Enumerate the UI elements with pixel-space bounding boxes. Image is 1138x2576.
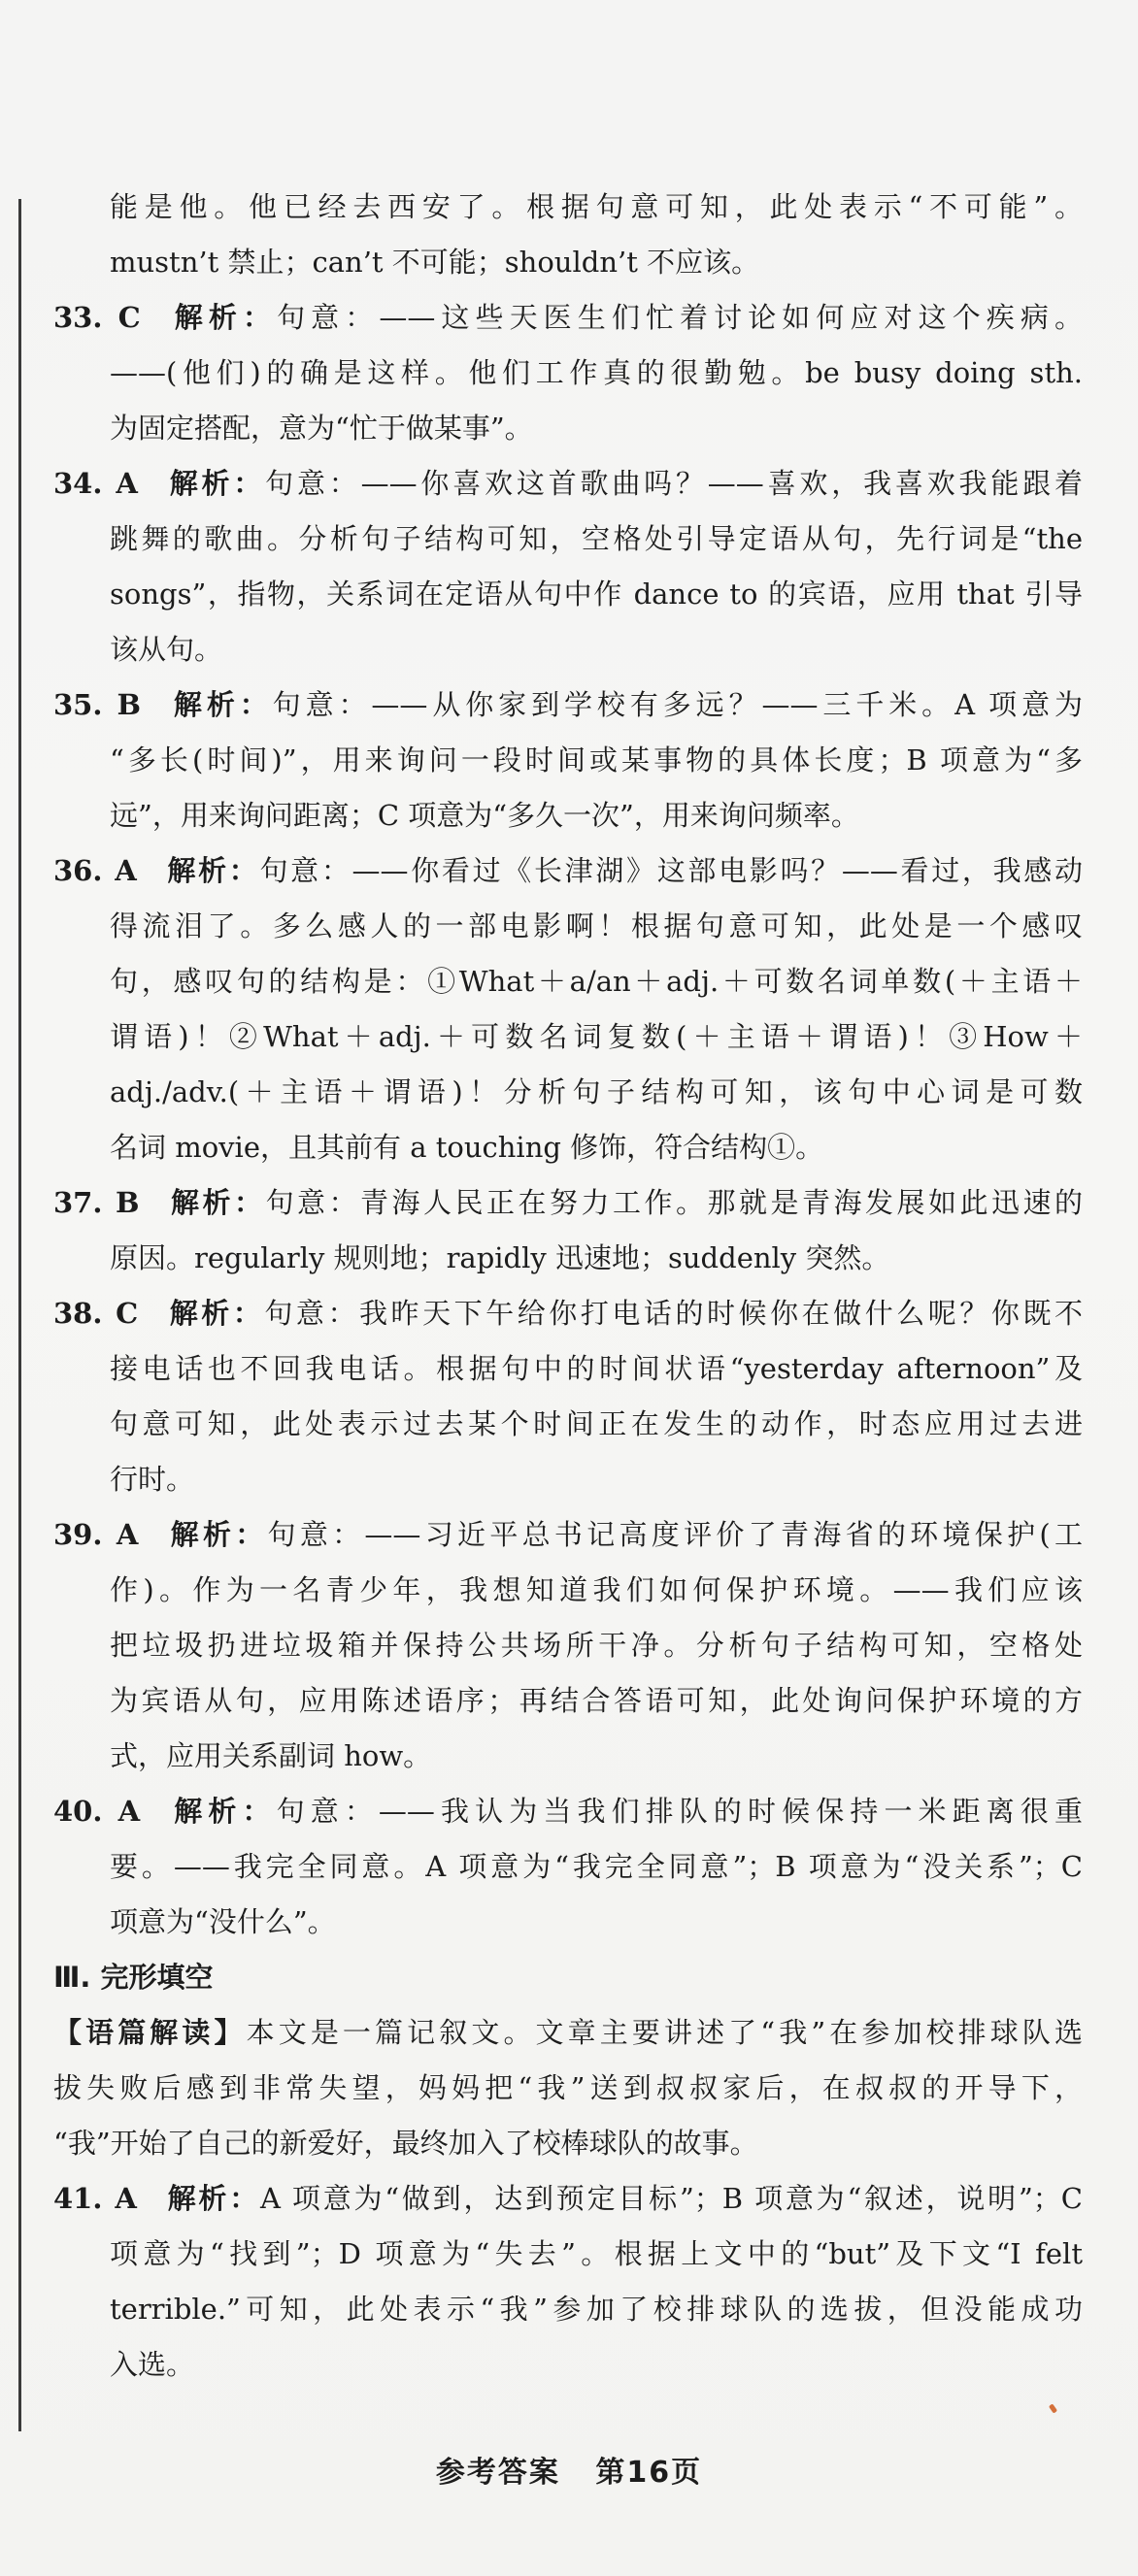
answer-number: 39. A [53,1518,139,1551]
answer-number: 35. B [53,688,141,721]
answer-number: 34. A [53,467,138,500]
analysis-label: 解析： [168,1795,277,1828]
footer-title: 参考答案 [435,2456,560,2490]
margin-rule [18,199,21,2431]
answer-number: 36. A [53,854,137,887]
analysis-label: 解析： [167,1186,266,1219]
text-line [53,1231,1083,1286]
text-line [53,2337,1083,2393]
line-text: 句意：——从你家到学校有多远？——三千米。A 项意为 [272,688,1083,721]
line-text: 作)。作为一名青少年，我想知道我们如何保护环境。——我们应该 [110,1573,1083,1606]
line-text: 句意可知，此处表示过去某个时间正在发生的动作，时态应用过去进 [110,1407,1083,1440]
answer-item-start [53,1175,1083,1231]
text-line [53,954,1083,1009]
line-text: 名词 movie，且其前有 a touching 修饰，符合结构①。 [110,1131,824,1164]
line-text: ——(他们)的确是这样。他们工作真的很勤勉。be busy doing sth. [110,356,1083,389]
text-line [53,567,1083,622]
analysis-label: 解析： [166,1518,268,1551]
line-text: 把垃圾扔进垃圾箱并保持公共场所干净。分析句子结构可知，空格处 [110,1629,1083,1662]
analysis-label: 解析： [164,854,260,887]
line-text: 句意：我昨天下午给你打电话的时候你在做什么呢？你既不 [264,1297,1083,1330]
line-text: 项意为“找到”；D 项意为“失去”。根据上文中的“but”及下文“I felt [110,2237,1083,2270]
text-line [53,2227,1083,2282]
line-text: 句意：——你看过《长津湖》这部电影吗？——看过，我感动 [259,854,1083,887]
answer-number: 41. A [53,2182,137,2215]
text-line [53,180,1083,235]
analysis-label: 解析： [165,467,266,500]
line-text: 本文是一篇记叙文。文章主要讲述了“我”在参加校排球队选 [246,2016,1083,2049]
line-text: 跳舞的歌曲。分析句子结构可知，空格处引导定语从句，先行词是“the [110,522,1083,555]
line-text: 入选。 [110,2348,195,2381]
line-text: 为宾语从句，应用陈述语序；再结合答语可知，此处询问保护环境的方 [110,1684,1083,1717]
line-text: adj./adv.(＋主语＋谓语)！分析句子结构可知，该句中心词是可数 [110,1075,1083,1108]
line-text: 句意：青海人民正在努力工作。那就是青海发展如此迅速的 [265,1186,1083,1219]
answer-number: 40. A [53,1795,141,1828]
answer-item-start [53,1784,1083,1839]
line-text: “多长(时间)”，用来询问一段时间或某事物的具体长度；B 项意为“多 [110,743,1083,776]
answer-item-start [53,677,1083,733]
ink-mark [1049,2403,1057,2413]
text-line [53,346,1083,401]
text-line [53,1563,1083,1618]
line-text: 谓语)！②What＋adj.＋可数名词复数(＋主语＋谓语)！③How＋ [110,1020,1083,1053]
answer-item-start [53,290,1083,346]
answer-content [53,180,1083,2393]
line-text: 能是他。他已经去西安了。根据句意可知，此处表示“不可能”。 [110,190,1083,223]
line-text: songs”，指物，关系词在定语从句中作 dance to 的宾语，应用 that 引导 [110,578,1083,611]
line-text: 远”，用来询问距离；C 项意为“多久一次”，用来询问频率。 [110,799,859,832]
text-line [53,235,1083,290]
passage-summary-label: 【语篇解读】 [53,2016,247,2049]
line-text: 项意为“没什么”。 [110,1905,336,1938]
text-line [53,1839,1083,1895]
text-line [53,2116,1083,2171]
text-line [53,788,1083,843]
line-text: 拔失败后感到非常失望，妈妈把“我”送到叔叔家后，在叔叔的开导下， [53,2071,1083,2104]
line-text: 该从句。 [110,633,223,666]
text-line [53,1673,1083,1729]
line-text: 为固定搭配，意为“忙于做某事”。 [110,412,533,445]
answer-number: 38. C [53,1297,139,1330]
line-text: terrible.”可知，此处表示“我”参加了校排球队的选拔，但没能成功 [110,2293,1083,2326]
answer-item-start [53,456,1083,512]
text-line [53,733,1083,788]
line-text: “我”开始了自己的新爱好，最终加入了校棒球队的故事。 [53,2127,758,2160]
line-text: 接电话也不回我电话。根据句中的时间状语“yesterday afternoon”及 [110,1352,1083,1385]
line-text: 得流泪了。多么感人的一部电影啊！根据句意可知，此处是一个感叹 [110,909,1083,942]
text-line [53,899,1083,954]
answer-number: 33. C [53,301,141,334]
text-line [53,1452,1083,1507]
line-text: 句意：——习近平总书记高度评价了青海省的环境保护(工 [267,1518,1083,1551]
analysis-label: 解析： [166,1297,265,1330]
line-text: 原因。regularly 规则地；rapidly 迅速地；suddenly 突然。 [110,1241,890,1274]
text-line [53,1120,1083,1175]
text-line [53,622,1083,677]
page-footer [0,2448,1138,2491]
answer-item-start [53,1286,1083,1341]
text-line [53,401,1083,456]
text-line [53,512,1083,567]
analysis-label: 解析： [168,301,278,334]
analysis-label: 解析： [168,688,273,721]
analysis-label: 解析： [164,2182,260,2215]
text-line [53,1729,1083,1784]
section-title: Ⅲ. 完形填空 [53,1961,214,1994]
text-line [53,1895,1083,1950]
line-text: 句意：——这些天医生们忙着讨论如何应对这个疾病。 [277,301,1083,334]
line-text: A 项意为“做到，达到预定目标”；B 项意为“叙述，说明”；C [259,2182,1083,2215]
line-text: 式，应用关系副词 how。 [110,1739,432,1772]
text-line [53,1618,1083,1673]
text-line [53,2061,1083,2116]
text-line [53,1065,1083,1120]
footer-page-number: 第16页 [595,2456,703,2490]
text-line [53,2282,1083,2337]
text-line [53,1397,1083,1452]
text-line [53,1341,1083,1397]
passage-summary-start [53,2005,1083,2061]
line-text: 要。——我完全同意。A 项意为“我完全同意”；B 项意为“没关系”；C [110,1850,1083,1883]
answer-item-start [53,843,1083,899]
line-text: 行时。 [110,1463,195,1496]
line-text: mustn’t 禁止；can’t 不可能；shouldn’t 不应该。 [110,246,760,279]
answer-number: 37. B [53,1186,140,1219]
line-text: 句意：——你喜欢这首歌曲吗？——喜欢，我喜欢我能跟着 [265,467,1083,500]
text-line [53,1009,1083,1065]
line-text: 句，感叹句的结构是：①What＋a/an＋adj.＋可数名词单数(＋主语＋ [110,965,1083,998]
answer-item-start [53,2171,1083,2227]
line-text: 句意：——我认为当我们排队的时候保持一米距离很重 [276,1795,1083,1828]
answer-item-start [53,1507,1083,1563]
